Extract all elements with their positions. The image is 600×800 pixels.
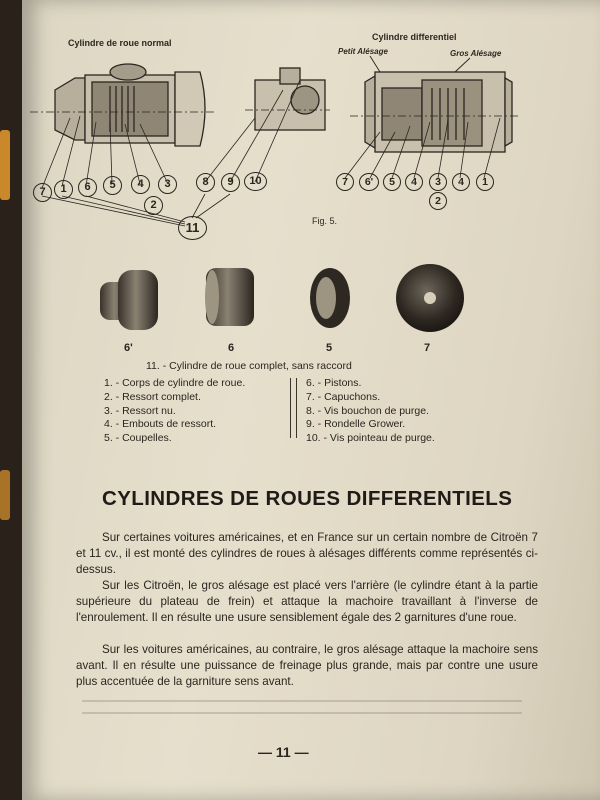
- callout-1: 1: [54, 180, 73, 199]
- boot-7: [396, 264, 464, 332]
- callout-1: 1: [476, 173, 494, 191]
- legend-right: [306, 377, 435, 446]
- callout-7: 7: [33, 183, 52, 202]
- legend-item: 2. - Ressort complet.: [104, 390, 201, 403]
- legend-item: 8. - Vis bouchon de purge.: [306, 404, 429, 417]
- cylinder-figure: [0, 0, 600, 250]
- paragraph: [76, 578, 538, 626]
- callout-4: 4: [405, 173, 423, 191]
- bleed-through-line: [82, 700, 522, 702]
- part-label-7: 7: [424, 342, 431, 354]
- callout-2: 2: [429, 192, 447, 210]
- bleed-through-line: [82, 712, 522, 714]
- callout-2: 2: [144, 196, 163, 215]
- callout-10: 10: [244, 172, 267, 191]
- callout-11: 11: [178, 216, 207, 240]
- cylinder-drawings: [0, 0, 600, 250]
- paragraph: [76, 642, 538, 690]
- piston-6: [205, 268, 254, 326]
- legend-item: 6. - Pistons.: [306, 377, 362, 389]
- callout-4: 4: [452, 173, 470, 191]
- figure-complete-caption: 11. - Cylindre de roue complet, sans raccord: [146, 360, 352, 372]
- paragraph-text: Sur les Citroën, le gros alésage est placé vers l'arrière (le cylindre étant à la partie supérieure du plateau de frein) et attaque la machoire travaillant à l'inverse de l'enroulement. Il en résulte une usure sensiblement égale des 2 garnitures d'une roue.: [76, 579, 538, 624]
- callout-8: 8: [196, 173, 215, 192]
- section-heading: CYLINDRES DE ROUES DIFFERENTIELS: [102, 487, 513, 510]
- legend-left: [104, 377, 245, 446]
- callout-3: 3: [429, 173, 447, 191]
- callout-5: 5: [103, 176, 122, 195]
- label-large-bore: Gros Alésage: [450, 49, 502, 58]
- legend-item: 7. - Capuchons.: [306, 390, 381, 403]
- label-small-bore: Petit Alésage: [338, 47, 388, 56]
- callout-6-prime: 6': [359, 173, 379, 191]
- parts-illustrations: [0, 262, 600, 362]
- legend-item: 3. - Ressort nu.: [104, 404, 176, 417]
- normal-cylinder-drawing: [30, 64, 215, 146]
- paragraph-text: Sur les voitures américaines, au contraire, le gros alésage attaque la machoire sens avant. Il en résulte une puissance de freinage plus grande, mais par contre une usure plus accentuée de la garniture sens avant.: [76, 643, 538, 688]
- piston-6-prime: [100, 270, 158, 330]
- part-label-6-prime: 6': [124, 342, 133, 354]
- callout-7: 7: [336, 173, 354, 191]
- callout-9: 9: [221, 173, 240, 192]
- figure-caption: Fig. 5.: [312, 216, 338, 226]
- label-normal-cylinder: Cylindre de roue normal: [68, 38, 172, 48]
- paragraph: [76, 530, 538, 578]
- part-label-5: 5: [326, 342, 333, 354]
- cup-5: [310, 268, 350, 328]
- label-differential-cylinder: Cylindre differentiel: [372, 32, 457, 42]
- callout-4: 4: [131, 175, 150, 194]
- legend-item: 1. - Corps de cylindre de roue.: [104, 377, 246, 389]
- legend-divider: [290, 378, 297, 438]
- callout-6: 6: [78, 178, 97, 197]
- paragraph-text: Sur certaines voitures américaines, et en France sur un certain nombre de Citroën 7 et 11 cv., il est monté des cylindres de roues à alésages différents comme représentés ci-dessus.: [76, 531, 538, 576]
- callout-5: 5: [383, 173, 401, 191]
- legend-item: 9. - Rondelle Grower.: [306, 418, 406, 431]
- part-label-6: 6: [228, 342, 235, 354]
- legend-item: 4. - Embouts de ressort.: [104, 418, 217, 431]
- legend-item: 5. - Coupelles.: [104, 432, 172, 445]
- legend-item: 10. - Vis pointeau de purge.: [306, 432, 435, 445]
- callout-3: 3: [158, 175, 177, 194]
- page-edge-tab: [0, 470, 10, 520]
- bleed-screw-drawing: [245, 68, 330, 130]
- page-number: — 11 —: [258, 744, 309, 760]
